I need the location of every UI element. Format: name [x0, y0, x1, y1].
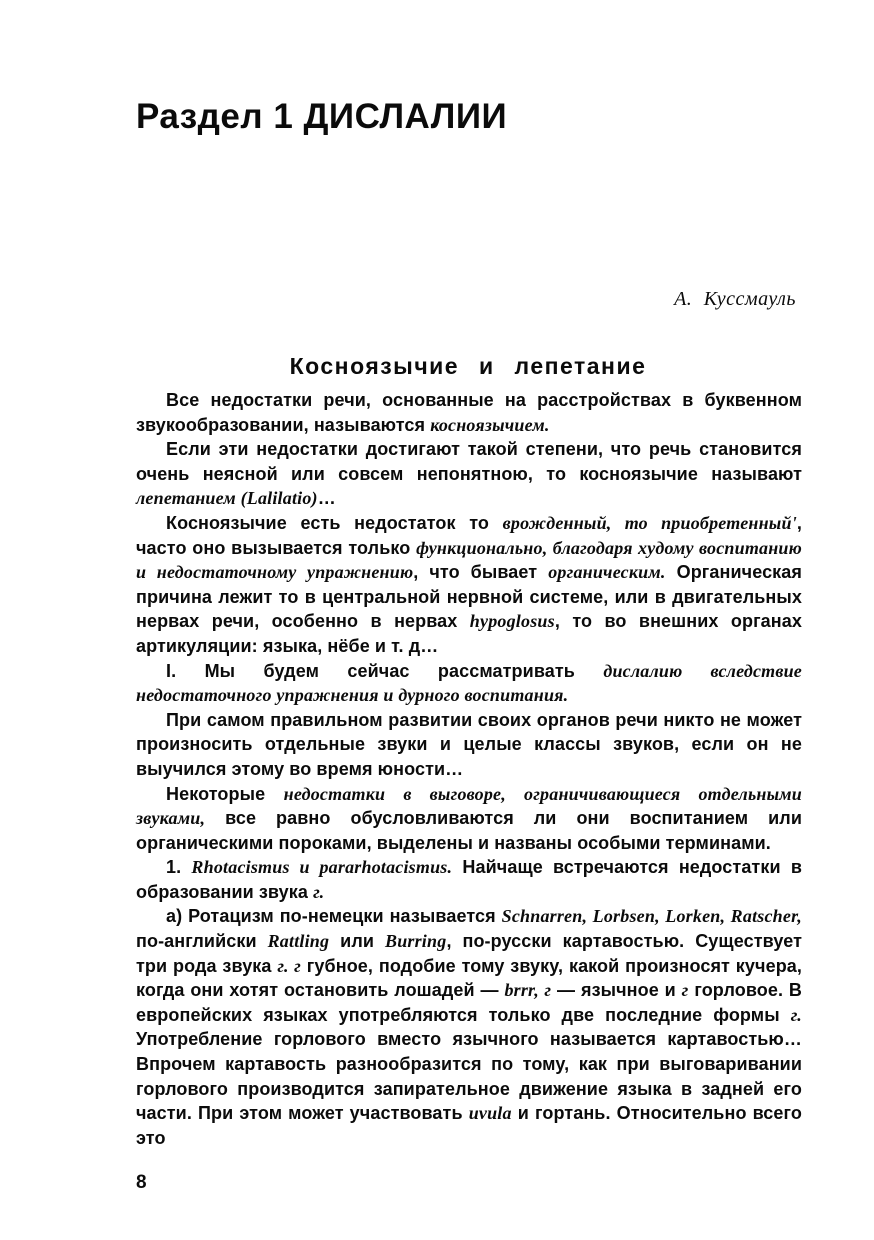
italic-text-run: Rattling	[267, 931, 330, 952]
text-run: 1.	[166, 857, 192, 878]
text-run: , то во внешних органах артикуляции: языка, нёбе и т. д…	[136, 611, 802, 656]
italic-text-run: врожденный, то приобретенный'	[502, 512, 797, 533]
text-run: Употребление горлового вместо язычного называется картавостью… Впрочем картавость разнообразится по тому, как при выговаривании горлового производится запирательное движение языка в задней его части. При этом может участвовать	[136, 1029, 802, 1124]
italic-text-run: hypoglosus	[469, 611, 555, 632]
paragraph	[136, 659, 802, 708]
text-run: и гортань. Относительно всего это	[136, 1103, 802, 1148]
italic-text-run: Schnarren, Lorbsen, Lorken, Ratscher,	[501, 906, 802, 927]
section-heading: Раздел 1 ДИСЛАЛИИ	[136, 97, 508, 137]
paragraph	[136, 855, 802, 904]
author-name: А. Куссмауль	[674, 288, 796, 310]
article-title: Косноязычие и лепетание	[289, 353, 647, 380]
page-number: 8	[136, 1172, 147, 1193]
italic-text-run: органическим.	[548, 562, 666, 583]
italic-text-run: Burring	[384, 931, 447, 952]
italic-text-run: uvula	[468, 1103, 512, 1124]
text-run: по-английски	[136, 931, 268, 952]
text-run: , по-русски картавостью. Существует три рода звука	[136, 931, 802, 976]
paragraph	[136, 388, 802, 437]
italic-text-run: дислалию вследствие недостаточного упражнения и дурного воспитания.	[136, 660, 803, 706]
text-run: Найчаще встречаются недостатки в образовании звука	[136, 857, 802, 902]
text-run: — язычное и	[551, 980, 682, 1001]
italic-text-run: недостатки в выговоре, ограничивающиеся отдельными звуками,	[136, 783, 803, 829]
paragraph	[136, 708, 802, 782]
body-text	[136, 388, 802, 1150]
text-run: Органическая причина лежит то в центральной нервной системе, или в двигательных нервах речи, особенно в нервах	[136, 562, 802, 632]
text-run: горловое. В европейских языках употребляются только две последние формы	[136, 980, 802, 1025]
text-run: губное, подобие тому звуку, какой произносят кучера, когда они хотят остановить лошадей —	[136, 955, 802, 1001]
paragraph	[136, 904, 802, 1150]
italic-text-run: г.	[790, 1004, 802, 1025]
paragraph	[136, 511, 802, 659]
italic-text-run: г	[681, 980, 689, 1001]
italic-text-run: brrr, г	[504, 980, 552, 1001]
text-run: При самом правильном развитии своих органов речи никто не может произносить отдельные звуки и целые классы звуков, если он не выучился этому во время юности…	[136, 709, 802, 779]
text-run: , часто оно вызывается только	[136, 512, 803, 558]
text-run: или	[329, 931, 385, 952]
italic-text-run: функционально, благодаря худому воспитанию и недостаточному упражнению	[136, 537, 802, 583]
text-run: а) Ротацизм по-немецки называется	[166, 906, 502, 927]
text-run: …	[317, 488, 336, 509]
text-run: Если эти недостатки достигают такой степени, что речь становится очень неясной или совсем непонятною, то косноязычие называют	[136, 439, 802, 484]
text-run: Некоторые	[166, 783, 284, 804]
paragraph	[136, 782, 802, 856]
text-run: I. Мы будем сейчас рассматривать	[166, 660, 604, 681]
italic-text-run: лепетанием (Lalilatio)	[136, 488, 318, 509]
italic-text-run: косноязычием.	[430, 414, 550, 435]
text-run: Косноязычие есть недостаток то	[166, 512, 503, 533]
italic-text-run: г. г	[277, 955, 301, 976]
text-run: , что бывает	[413, 562, 549, 583]
italic-text-run: г.	[313, 881, 325, 902]
text-run: все равно обусловливаются ли они воспитанием или органическими пороками, выделены и названы особыми терминами.	[136, 808, 802, 853]
paragraph	[136, 437, 802, 511]
italic-text-run: Rhotacismus и pararhotacismus.	[191, 857, 453, 878]
text-run: Все недостатки речи, основанные на расстройствах в буквенном звукообразовании, называются	[136, 390, 802, 435]
